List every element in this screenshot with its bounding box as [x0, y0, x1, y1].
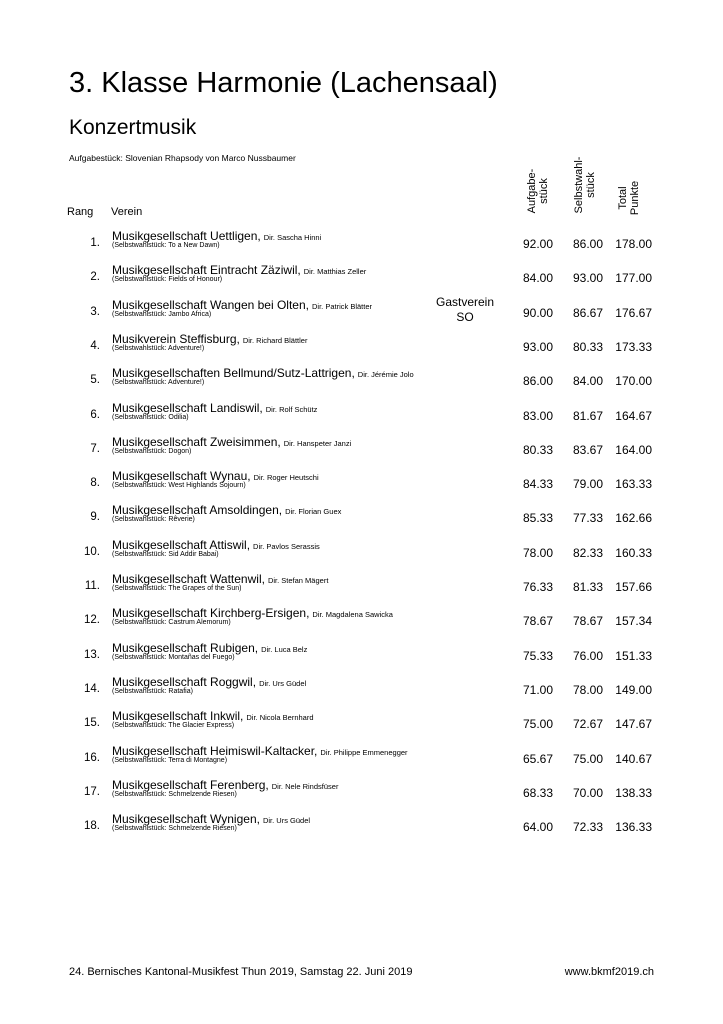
test-score-cell: 76.33 — [522, 580, 553, 594]
choice-piece: (Selbstwahlstück: Rêverie) — [112, 516, 195, 524]
choice-score-cell: 81.33 — [572, 580, 603, 594]
rank-cell: 6. — [90, 408, 100, 421]
director-name: Dir. Patrick Blätter — [312, 301, 373, 311]
director-name: Dir. Magdalena Sawicka — [312, 610, 393, 620]
test-score-cell: 83.00 — [522, 408, 553, 423]
section-subtitle: Konzertmusik — [69, 116, 197, 139]
test-score-cell: 84.33 — [522, 477, 553, 492]
choice-piece: (Selbstwahlstück: The Glacier Express) — [112, 722, 235, 730]
club-name: Musikgesellschaft Zweisimmen, — [112, 434, 281, 449]
choice-score-cell: 75.00 — [572, 751, 603, 766]
total-score-cell: 151.33 — [615, 648, 652, 663]
footer-event: 24. Bernisches Kantonal-Musikfest Thun 2019, Samstag 22. Juni 2019 — [69, 966, 413, 978]
header-choice-score-l2: stück — [585, 172, 597, 198]
test-score-cell: 85.33 — [522, 511, 553, 526]
director-name: Dir. Rolf Schütz — [265, 404, 318, 414]
director-name: Dir. Urs Güdel — [262, 816, 311, 826]
director-name: Dir. Pavlos Serassis — [253, 541, 320, 551]
table-row — [0, 366, 723, 405]
director-name: Dir. Jérémie Jolo — [357, 370, 414, 380]
total-score-cell: 147.67 — [615, 717, 652, 732]
choice-piece: (Selbstwahlstück: To a New Dawn) — [112, 242, 220, 249]
total-score-cell: 163.33 — [615, 477, 652, 492]
header-rank: Rang — [67, 206, 94, 218]
club-name: Musikgesellschaft Uettligen, — [112, 229, 261, 243]
choice-score-cell: 81.67 — [572, 408, 603, 423]
choice-piece: (Selbstwahlstück: Jambo Africa) — [112, 310, 212, 318]
rank-cell: 10. — [84, 545, 100, 558]
club-name: Musikgesellschaft Ferenberg, — [112, 777, 269, 792]
rank-cell: 3. — [90, 305, 100, 318]
club-name: Musikgesellschaft Amsoldingen, — [112, 503, 283, 518]
rank-cell: 5. — [90, 374, 100, 387]
club-name: Musikgesellschaft Inkwil, — [112, 709, 244, 724]
rank-cell: 16. — [84, 751, 100, 764]
header-choice-score-l1: Selbstwahl- — [573, 156, 585, 214]
rank-cell: 9. — [90, 511, 100, 524]
total-score-cell: 160.33 — [615, 545, 652, 560]
choice-piece: (Selbstwahlstück: Schmelzende Riesen) — [112, 790, 237, 798]
choice-piece: (Selbstwahlstück: Sid Addir Babai) — [112, 550, 219, 558]
total-score-cell: 157.34 — [615, 614, 652, 629]
choice-piece: (Selbstwahlstück: Fields of Honour) — [112, 276, 223, 284]
footer-url[interactable]: www.bkmf2019.ch — [564, 966, 654, 978]
director-name: Dir. Richard Blättler — [242, 335, 308, 345]
choice-piece: (Selbstwahlstück: West Highlands Sojourn) — [112, 482, 246, 490]
total-score-cell: 140.67 — [615, 751, 652, 766]
total-score-cell: 170.00 — [615, 374, 652, 389]
club-name: Musikgesellschaft Heimiswil-Kaltacker, — [112, 743, 318, 758]
header-test-score-l1: Aufgabe- — [526, 168, 538, 214]
director-name: Dir. Hanspeter Janzi — [283, 438, 352, 448]
rank-cell: 7. — [90, 442, 100, 455]
table-row — [0, 606, 723, 645]
table-row — [0, 294, 723, 337]
test-score-cell: 86.00 — [522, 374, 553, 389]
club-name: Musikgesellschaften Bellmund/Sutz-Lattrigen, — [112, 366, 355, 381]
choice-piece: (Selbstwahlstück: Terra di Montagne) — [112, 756, 228, 764]
rank-cell: 14. — [84, 682, 100, 695]
choice-score-cell: 72.67 — [572, 717, 603, 732]
test-score-cell: 90.00 — [522, 305, 553, 320]
total-score-cell: 136.33 — [615, 820, 652, 835]
choice-piece: (Selbstwahlstück: Odilia) — [112, 413, 189, 421]
table-row — [0, 503, 723, 542]
table-row — [0, 537, 723, 577]
club-name: Musikgesellschaft Rubigen, — [112, 640, 259, 655]
choice-piece: (Selbstwahlstück: Castrum Alemorum) — [112, 619, 231, 627]
club-name: Musikgesellschaft Eintracht Zäziwil, — [112, 263, 301, 278]
choice-piece: (Selbstwahlstück: Schmelzende Riesen) — [112, 825, 237, 833]
club-name: Musikgesellschaft Wattenwil, — [112, 572, 265, 586]
rank-cell: 13. — [84, 648, 100, 661]
choice-score-cell: 84.00 — [572, 374, 603, 389]
rank-cell: 1. — [90, 237, 100, 249]
director-name: Dir. Philippe Emmenegger — [320, 747, 408, 757]
director-name: Dir. Stefan Mägert — [267, 576, 329, 585]
director-name: Dir. Florian Guex — [285, 507, 342, 517]
table-row — [0, 469, 723, 508]
header-test-score — [526, 161, 552, 221]
test-score-cell: 71.00 — [522, 682, 553, 697]
club-name: Musikgesellschaft Attiswil, — [112, 537, 251, 552]
choice-score-cell: 82.33 — [572, 545, 603, 560]
choice-piece: (Selbstwahlstück: Adventure!) — [112, 344, 205, 352]
director-name: Dir. Sascha Hinni — [263, 233, 322, 242]
rank-cell: 12. — [84, 614, 100, 627]
test-score-cell: 75.33 — [522, 648, 553, 663]
rank-cell: 8. — [90, 477, 100, 490]
total-score-cell: 177.00 — [615, 271, 652, 286]
rank-cell: 17. — [84, 785, 100, 798]
total-score-cell: 173.33 — [615, 339, 652, 354]
total-score-cell: 164.67 — [615, 408, 652, 423]
club-name: Musikgesellschaft Landiswil, — [112, 400, 263, 415]
choice-score-cell: 78.00 — [572, 682, 603, 697]
choice-score-cell: 72.33 — [572, 820, 603, 835]
test-score-cell: 68.33 — [522, 785, 553, 800]
test-score-cell: 80.33 — [522, 442, 553, 457]
test-score-cell: 78.67 — [522, 614, 553, 629]
test-score-cell: 64.00 — [522, 820, 553, 835]
test-score-cell: 84.00 — [522, 271, 553, 286]
choice-score-cell: 93.00 — [572, 271, 603, 286]
header-test-score-l2: stück — [538, 178, 550, 204]
test-score-cell: 75.00 — [522, 717, 553, 732]
table-row — [0, 400, 723, 440]
choice-score-cell: 79.00 — [572, 477, 603, 492]
choice-score-cell: 70.00 — [572, 785, 603, 800]
director-name: Dir. Matthias Zeller — [303, 267, 367, 277]
total-score-cell: 176.67 — [615, 305, 652, 320]
table-row — [0, 640, 723, 680]
test-score-cell: 92.00 — [522, 237, 553, 251]
total-score-cell: 157.66 — [615, 580, 652, 594]
test-score-cell: 65.67 — [522, 751, 553, 766]
table-row — [0, 743, 723, 783]
choice-piece: (Selbstwahlstück: The Grapes of the Sun) — [112, 585, 242, 592]
table-row — [0, 777, 723, 817]
total-score-cell: 162.66 — [615, 511, 652, 526]
club-name: Musikgesellschaft Roggwil, — [112, 674, 257, 689]
club-name: Musikgesellschaft Kirchberg-Ersigen, — [112, 606, 310, 621]
table-row — [0, 812, 723, 851]
club-name: Musikgesellschaft Wynau, — [112, 469, 251, 484]
choice-score-cell: 78.67 — [572, 614, 603, 629]
director-name: Dir. Nele Rindsfüser — [271, 781, 339, 791]
director-name: Dir. Urs Güdel — [259, 678, 307, 688]
rank-cell: 18. — [84, 820, 100, 833]
choice-score-cell: 76.00 — [572, 648, 603, 663]
test-score-cell: 93.00 — [522, 339, 553, 354]
rank-cell: 2. — [90, 271, 100, 284]
table-row — [0, 674, 723, 714]
director-name: Dir. Nicola Bernhard — [246, 713, 314, 723]
club-name: Musikgesellschaft Wangen bei Olten, — [112, 297, 309, 312]
choice-piece: (Selbstwahlstück: Dogon) — [112, 447, 192, 455]
choice-score-cell: 80.33 — [572, 339, 603, 354]
table-row — [0, 434, 723, 474]
choice-score-cell: 86.67 — [572, 305, 603, 320]
total-score-cell: 138.33 — [615, 785, 652, 800]
club-name: Musikgesellschaft Wynigen, — [112, 812, 260, 827]
test-piece-note: Aufgabestück: Slovenian Rhapsody von Marco Nussbaumer — [69, 153, 296, 163]
director-name: Dir. Roger Heutschi — [253, 473, 319, 483]
director-name: Dir. Luca Belz — [261, 644, 308, 654]
total-score-cell: 178.00 — [615, 237, 652, 251]
rank-cell: 4. — [90, 339, 100, 352]
choice-score-cell: 77.33 — [572, 511, 603, 526]
club-name: Musikverein Steffisburg, — [112, 331, 240, 346]
total-score-cell: 164.00 — [615, 442, 652, 457]
choice-score-cell: 86.00 — [572, 237, 603, 251]
choice-piece: (Selbstwahlstück: Ratafia) — [112, 687, 193, 695]
choice-score-cell: 83.67 — [572, 442, 603, 457]
header-total-l2: Punkte — [629, 180, 641, 216]
header-club: Verein — [111, 206, 143, 218]
choice-piece: (Selbstwahlstück: Montañas del Fuego) — [112, 653, 235, 661]
total-score-cell: 149.00 — [615, 682, 652, 697]
choice-piece: (Selbstwahlstück: Adventure!) — [112, 379, 205, 387]
guest-note: Gastverein SO — [435, 294, 495, 324]
page-title: 3. Klasse Harmonie (Lachensaal) — [69, 67, 498, 99]
header-total-l1: Total — [617, 186, 629, 210]
rank-cell: 11. — [84, 580, 100, 592]
test-score-cell: 78.00 — [522, 545, 553, 560]
header-choice-score — [573, 149, 599, 221]
header-total — [617, 176, 643, 220]
rank-cell: 15. — [84, 717, 100, 730]
